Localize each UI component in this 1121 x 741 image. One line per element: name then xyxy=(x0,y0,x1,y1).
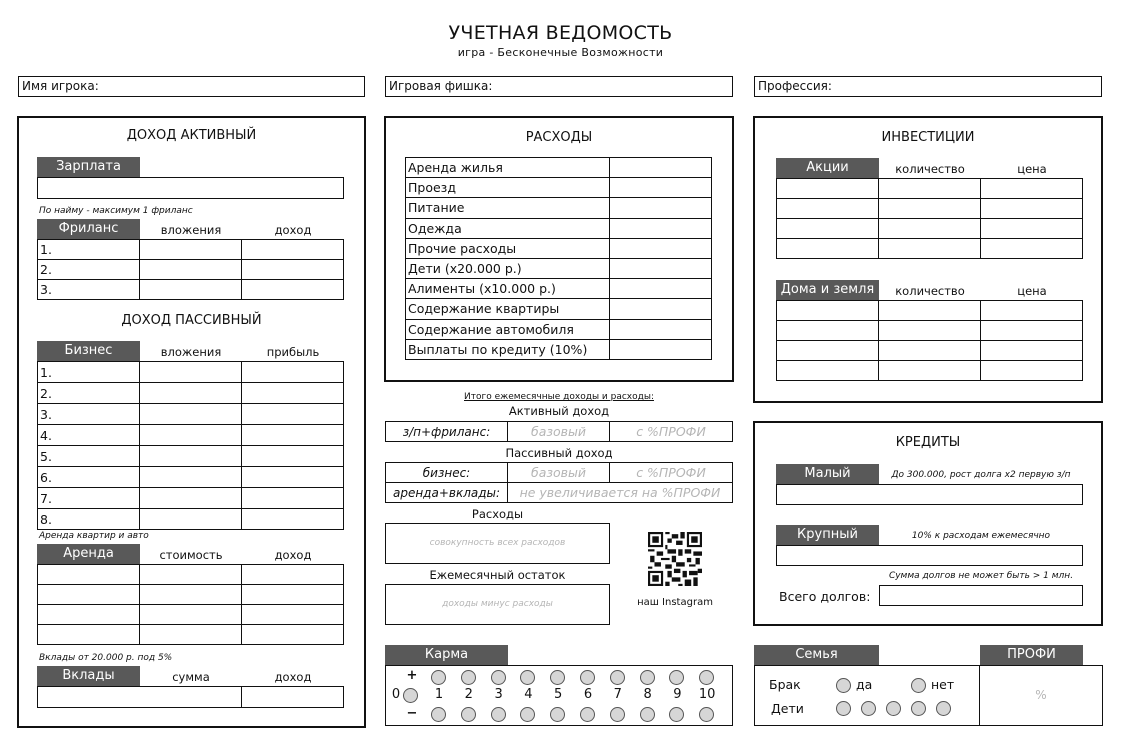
profession-label: Профессия: xyxy=(758,79,832,93)
expense-row xyxy=(406,158,712,178)
business-cell[interactable] xyxy=(242,488,344,509)
instagram-label: наш Instagram xyxy=(637,597,713,608)
karma-number: 4 xyxy=(524,687,533,702)
karma-minus-circle[interactable] xyxy=(491,707,506,722)
expense-value-cell[interactable] xyxy=(610,238,712,258)
karma-number: 10 xyxy=(698,687,716,702)
stocks-row xyxy=(777,199,1083,219)
karma-tracker xyxy=(385,665,733,726)
business-cell[interactable]: 5. xyxy=(38,446,140,467)
small-credit-note: До 300.000, рост долга x2 первую з/п xyxy=(891,470,1071,480)
stocks-col-price: цена xyxy=(1017,162,1047,176)
child-circle-2[interactable] xyxy=(861,701,876,716)
realty-row xyxy=(777,341,1083,361)
expense-row xyxy=(406,218,712,238)
freelance-row xyxy=(38,280,344,300)
realty-tag: Дома и земля xyxy=(776,280,879,300)
rent-cell[interactable] xyxy=(242,585,344,605)
stocks-row xyxy=(777,219,1083,239)
business-cell[interactable]: 6. xyxy=(38,467,140,488)
expense-value-cell[interactable] xyxy=(610,218,712,238)
large-credit-input[interactable] xyxy=(776,545,1083,566)
karma-plus-circle[interactable] xyxy=(699,670,714,685)
realty-cell[interactable] xyxy=(981,341,1083,361)
freelance-cell[interactable] xyxy=(140,280,242,300)
stocks-cell[interactable] xyxy=(879,199,981,219)
marriage-yes-label: да xyxy=(856,677,873,692)
rent-cell[interactable] xyxy=(140,585,242,605)
expense-label: Содержание автомобиля xyxy=(406,319,610,339)
business-cell[interactable] xyxy=(140,509,242,530)
deposits-tag: Вклады xyxy=(37,666,140,686)
expense-value-cell[interactable] xyxy=(610,258,712,278)
business-cell[interactable] xyxy=(140,383,242,404)
rent-cell[interactable] xyxy=(38,605,140,625)
karma-number: 2 xyxy=(464,687,473,702)
karma-minus-circle[interactable] xyxy=(431,707,446,722)
karma-minus-circle[interactable] xyxy=(640,707,655,722)
business-profi-cell[interactable]: с %ПРОФИ xyxy=(610,463,733,483)
karma-minus-label: − xyxy=(406,706,418,721)
deposits-table xyxy=(37,686,344,708)
deposits-income-cell[interactable] xyxy=(242,687,344,708)
marriage-yes-radio[interactable] xyxy=(836,678,851,693)
small-credit-tag: Малый xyxy=(776,464,879,484)
stocks-cell[interactable] xyxy=(981,219,1083,239)
stocks-cell[interactable] xyxy=(879,219,981,239)
business-total-label: бизнес: xyxy=(386,463,508,483)
business-cell[interactable] xyxy=(140,446,242,467)
stocks-cell[interactable] xyxy=(981,179,1083,199)
business-col-investment: вложения xyxy=(160,345,222,359)
realty-col-price: цена xyxy=(1017,284,1047,298)
passive-total-table xyxy=(385,462,733,503)
realty-col-quantity: количество xyxy=(895,284,965,298)
realty-cell[interactable] xyxy=(777,341,879,361)
realty-row xyxy=(777,321,1083,341)
karma-plus-label: + xyxy=(406,668,418,683)
karma-number: 3 xyxy=(494,687,503,702)
marriage-no-label: нет xyxy=(931,677,955,692)
rent-cell[interactable] xyxy=(242,565,344,585)
realty-cell[interactable] xyxy=(981,321,1083,341)
stocks-col-quantity: количество xyxy=(895,162,965,176)
karma-minus-circle[interactable] xyxy=(580,707,595,722)
passive-income-title: ДОХОД ПАССИВНЫЙ xyxy=(121,313,262,328)
business-cell[interactable] xyxy=(140,425,242,446)
freelance-col-income: доход xyxy=(274,223,312,237)
stocks-cell[interactable] xyxy=(777,239,879,259)
profi-percent-input[interactable]: % xyxy=(979,665,1103,726)
expense-row xyxy=(406,178,712,198)
credits-panel xyxy=(753,421,1103,626)
business-cell[interactable] xyxy=(140,488,242,509)
rent-row xyxy=(38,625,344,645)
business-cell[interactable] xyxy=(242,509,344,530)
business-cell[interactable] xyxy=(140,362,242,383)
realty-row xyxy=(777,361,1083,381)
business-row xyxy=(38,467,344,488)
expense-row xyxy=(406,198,712,218)
stocks-cell[interactable] xyxy=(879,239,981,259)
expense-label: Дети (x20.000 р.) xyxy=(406,258,610,278)
realty-cell[interactable] xyxy=(777,321,879,341)
business-tag: Бизнес xyxy=(37,341,140,361)
child-circle-1[interactable] xyxy=(836,701,851,716)
active-income-title: ДОХОД АКТИВНЫЙ xyxy=(126,128,257,143)
rent-cell[interactable] xyxy=(38,585,140,605)
business-row xyxy=(38,425,344,446)
deposits-sum-cell[interactable] xyxy=(38,687,242,708)
rent-tag: Аренда xyxy=(37,544,140,564)
karma-number: 1 xyxy=(434,687,444,702)
expense-row xyxy=(406,339,712,359)
deposits-col-sum: сумма xyxy=(172,670,210,684)
expense-value-cell[interactable] xyxy=(610,158,712,178)
business-table xyxy=(37,361,344,530)
karma-zero-circle[interactable] xyxy=(403,688,418,703)
freelance-table xyxy=(37,239,344,300)
freelance-cell[interactable] xyxy=(242,280,344,300)
business-cell[interactable] xyxy=(242,446,344,467)
business-cell[interactable] xyxy=(242,362,344,383)
marriage-label: Брак xyxy=(769,677,801,692)
karma-plus-circle[interactable] xyxy=(520,670,535,685)
realty-row xyxy=(777,301,1083,321)
freelance-tag: Фриланс xyxy=(37,219,140,239)
rent-cell[interactable] xyxy=(242,625,344,645)
profession-field[interactable] xyxy=(754,76,1102,97)
children-label: Дети xyxy=(771,701,804,716)
rent-cell[interactable] xyxy=(38,625,140,645)
freelance-cell[interactable] xyxy=(242,260,344,280)
family-box xyxy=(754,665,980,726)
business-cell[interactable] xyxy=(242,383,344,404)
business-row xyxy=(38,404,344,425)
stocks-cell[interactable] xyxy=(981,199,1083,219)
freelance-cell[interactable] xyxy=(140,240,242,260)
small-credit-input[interactable] xyxy=(776,484,1083,505)
expenses-table xyxy=(405,157,712,360)
business-cell[interactable]: 2. xyxy=(38,383,140,404)
stocks-table xyxy=(776,178,1083,259)
expense-row xyxy=(406,319,712,339)
expense-value-cell[interactable] xyxy=(610,319,712,339)
balance-input[interactable]: доходы минус расходы xyxy=(385,584,610,625)
karma-plus-circle[interactable] xyxy=(669,670,684,685)
karma-minus-circle[interactable] xyxy=(520,707,535,722)
passive-total-label: Пассивный доход xyxy=(505,446,613,460)
rent-cell[interactable] xyxy=(140,565,242,585)
expense-value-cell[interactable] xyxy=(610,339,712,359)
stocks-row xyxy=(777,179,1083,199)
realty-cell[interactable] xyxy=(777,361,879,381)
expense-label: Прочие расходы xyxy=(406,238,610,258)
freelance-col-investment: вложения xyxy=(160,223,222,237)
total-debt-label: Всего долгов: xyxy=(779,589,871,604)
expense-value-cell[interactable] xyxy=(610,279,712,299)
salary-tag: Зарплата xyxy=(37,157,140,177)
stocks-row xyxy=(777,239,1083,259)
debt-limit-note: Сумма долгов не может быть > 1 млн. xyxy=(888,571,1074,581)
stocks-tag: Акции xyxy=(776,158,879,178)
expense-label: Содержание квартиры xyxy=(406,299,610,319)
expense-value-cell[interactable] xyxy=(610,299,712,319)
business-base-cell[interactable]: базовый xyxy=(508,463,610,483)
business-cell[interactable] xyxy=(242,467,344,488)
child-circle-4[interactable] xyxy=(911,701,926,716)
expense-value-cell[interactable] xyxy=(610,178,712,198)
expense-label: Питание xyxy=(406,198,610,218)
business-row xyxy=(38,362,344,383)
salary-freelance-label: з/п+фриланс: xyxy=(386,422,508,442)
realty-cell[interactable] xyxy=(879,361,981,381)
deposits-col-income: доход xyxy=(274,670,312,684)
freelance-cell[interactable]: 2. xyxy=(38,260,140,280)
realty-cell[interactable] xyxy=(879,321,981,341)
deposits-note: Вклады от 20.000 р. под 5% xyxy=(39,653,173,663)
karma-number: 8 xyxy=(643,687,652,702)
profi-tag: ПРОФИ xyxy=(980,645,1083,665)
business-cell[interactable] xyxy=(140,404,242,425)
rent-row xyxy=(38,605,344,625)
stocks-cell[interactable] xyxy=(981,239,1083,259)
expenses-panel xyxy=(384,116,734,382)
karma-minus-circle[interactable] xyxy=(550,707,565,722)
large-credit-note: 10% к расходам ежемесячно xyxy=(911,531,1051,541)
salary-input[interactable] xyxy=(37,177,344,199)
realty-cell[interactable] xyxy=(879,301,981,321)
active-total-label: Активный доход xyxy=(508,404,610,418)
investments-panel xyxy=(753,116,1103,403)
expense-label: Алименты (x10.000 р.) xyxy=(406,279,610,299)
expense-label: Аренда жилья xyxy=(406,158,610,178)
expense-row xyxy=(406,279,712,299)
freelance-row xyxy=(38,240,344,260)
karma-number: 5 xyxy=(554,687,563,702)
stocks-cell[interactable] xyxy=(777,199,879,219)
business-row xyxy=(38,383,344,404)
expense-label: Одежда xyxy=(406,218,610,238)
karma-plus-circle[interactable] xyxy=(580,670,595,685)
active-profi-cell[interactable]: с %ПРОФИ xyxy=(610,422,733,442)
rent-col-income: доход xyxy=(274,548,312,562)
freelance-cell[interactable]: 1. xyxy=(38,240,140,260)
active-total-table xyxy=(385,421,733,442)
expenses-title: РАСХОДЫ xyxy=(525,130,593,145)
rent-cell[interactable] xyxy=(140,605,242,625)
freelance-cell[interactable]: 3. xyxy=(38,280,140,300)
investments-title: ИНВЕСТИЦИИ xyxy=(881,130,975,145)
family-tag: Семья xyxy=(754,645,879,665)
karma-minus-circle[interactable] xyxy=(699,707,714,722)
karma-plus-circle[interactable] xyxy=(550,670,565,685)
stocks-cell[interactable] xyxy=(777,219,879,239)
large-credit-tag: Крупный xyxy=(776,525,879,545)
rent-col-cost: стоимость xyxy=(159,548,223,562)
realty-cell[interactable] xyxy=(981,361,1083,381)
child-circle-5[interactable] xyxy=(936,701,951,716)
expense-row xyxy=(406,238,712,258)
expenses-total-label: Расходы xyxy=(471,507,524,521)
balance-label: Ежемесячный остаток xyxy=(429,568,566,582)
rent-cell[interactable] xyxy=(38,565,140,585)
karma-tag: Карма xyxy=(385,645,508,665)
karma-number: 7 xyxy=(613,687,622,702)
karma-plus-circle[interactable] xyxy=(491,670,506,685)
freelance-row xyxy=(38,260,344,280)
credits-title: КРЕДИТЫ xyxy=(895,435,961,450)
totals-heading: Итого ежемесячные доходы и расходы: xyxy=(464,392,654,402)
business-cell[interactable]: 3. xyxy=(38,404,140,425)
karma-plus-circle[interactable] xyxy=(640,670,655,685)
business-col-profit: прибыль xyxy=(266,345,320,359)
income-panel xyxy=(17,116,366,728)
instagram-qr-code[interactable] xyxy=(648,532,702,586)
game-token-field[interactable] xyxy=(385,76,733,97)
business-cell[interactable]: 4. xyxy=(38,425,140,446)
active-base-cell[interactable]: базовый xyxy=(508,422,610,442)
rent-deposits-cell[interactable]: не увеличивается на %ПРОФИ xyxy=(508,483,733,503)
business-cell[interactable]: 7. xyxy=(38,488,140,509)
rent-cell[interactable] xyxy=(140,625,242,645)
rent-row xyxy=(38,565,344,585)
karma-plus-circle[interactable] xyxy=(461,670,476,685)
karma-minus-circle[interactable] xyxy=(610,707,625,722)
rent-deposits-total-label: аренда+вклады: xyxy=(386,483,508,503)
expense-value-cell[interactable] xyxy=(610,198,712,218)
karma-plus-circle[interactable] xyxy=(610,670,625,685)
freelance-cell[interactable] xyxy=(242,240,344,260)
expense-label: Проезд xyxy=(406,178,610,198)
business-row xyxy=(38,446,344,467)
karma-zero-label: 0 xyxy=(391,687,401,702)
rent-row xyxy=(38,585,344,605)
business-cell[interactable]: 8. xyxy=(38,509,140,530)
total-debt-input[interactable] xyxy=(879,585,1083,606)
realty-cell[interactable] xyxy=(777,301,879,321)
karma-plus-circle[interactable] xyxy=(431,670,446,685)
realty-table xyxy=(776,300,1083,381)
rent-cell[interactable] xyxy=(242,605,344,625)
business-row xyxy=(38,488,344,509)
karma-number: 6 xyxy=(583,687,593,702)
game-token-label: Игровая фишка: xyxy=(389,79,493,93)
stocks-cell[interactable] xyxy=(879,179,981,199)
business-row xyxy=(38,509,344,530)
rent-note: Аренда квартир и авто xyxy=(39,531,149,541)
realty-cell[interactable] xyxy=(981,301,1083,321)
karma-number: 9 xyxy=(673,687,682,702)
karma-minus-circle[interactable] xyxy=(461,707,476,722)
business-cell[interactable] xyxy=(242,404,344,425)
expense-row xyxy=(406,258,712,278)
player-name-label: Имя игрока: xyxy=(22,79,99,93)
business-cell[interactable] xyxy=(140,467,242,488)
marriage-no-radio[interactable] xyxy=(911,678,926,693)
expenses-total-input[interactable]: совокупность всех расходов xyxy=(385,523,610,564)
page-title: УЧЕТНАЯ ВЕДОМОСТЬ xyxy=(448,22,673,44)
expense-label: Выплаты по кредиту (10%) xyxy=(406,339,610,359)
karma-minus-circle[interactable] xyxy=(669,707,684,722)
stocks-cell[interactable] xyxy=(777,179,879,199)
child-circle-3[interactable] xyxy=(886,701,901,716)
freelance-cell[interactable] xyxy=(140,260,242,280)
player-name-field[interactable] xyxy=(18,76,365,97)
realty-cell[interactable] xyxy=(879,341,981,361)
rent-table xyxy=(37,564,344,645)
freelance-note: По найму - максимум 1 фриланс xyxy=(39,206,193,216)
business-cell[interactable] xyxy=(242,425,344,446)
page-subtitle: игра - Бесконечные Возможности xyxy=(457,46,664,59)
business-cell[interactable]: 1. xyxy=(38,362,140,383)
expense-row xyxy=(406,299,712,319)
